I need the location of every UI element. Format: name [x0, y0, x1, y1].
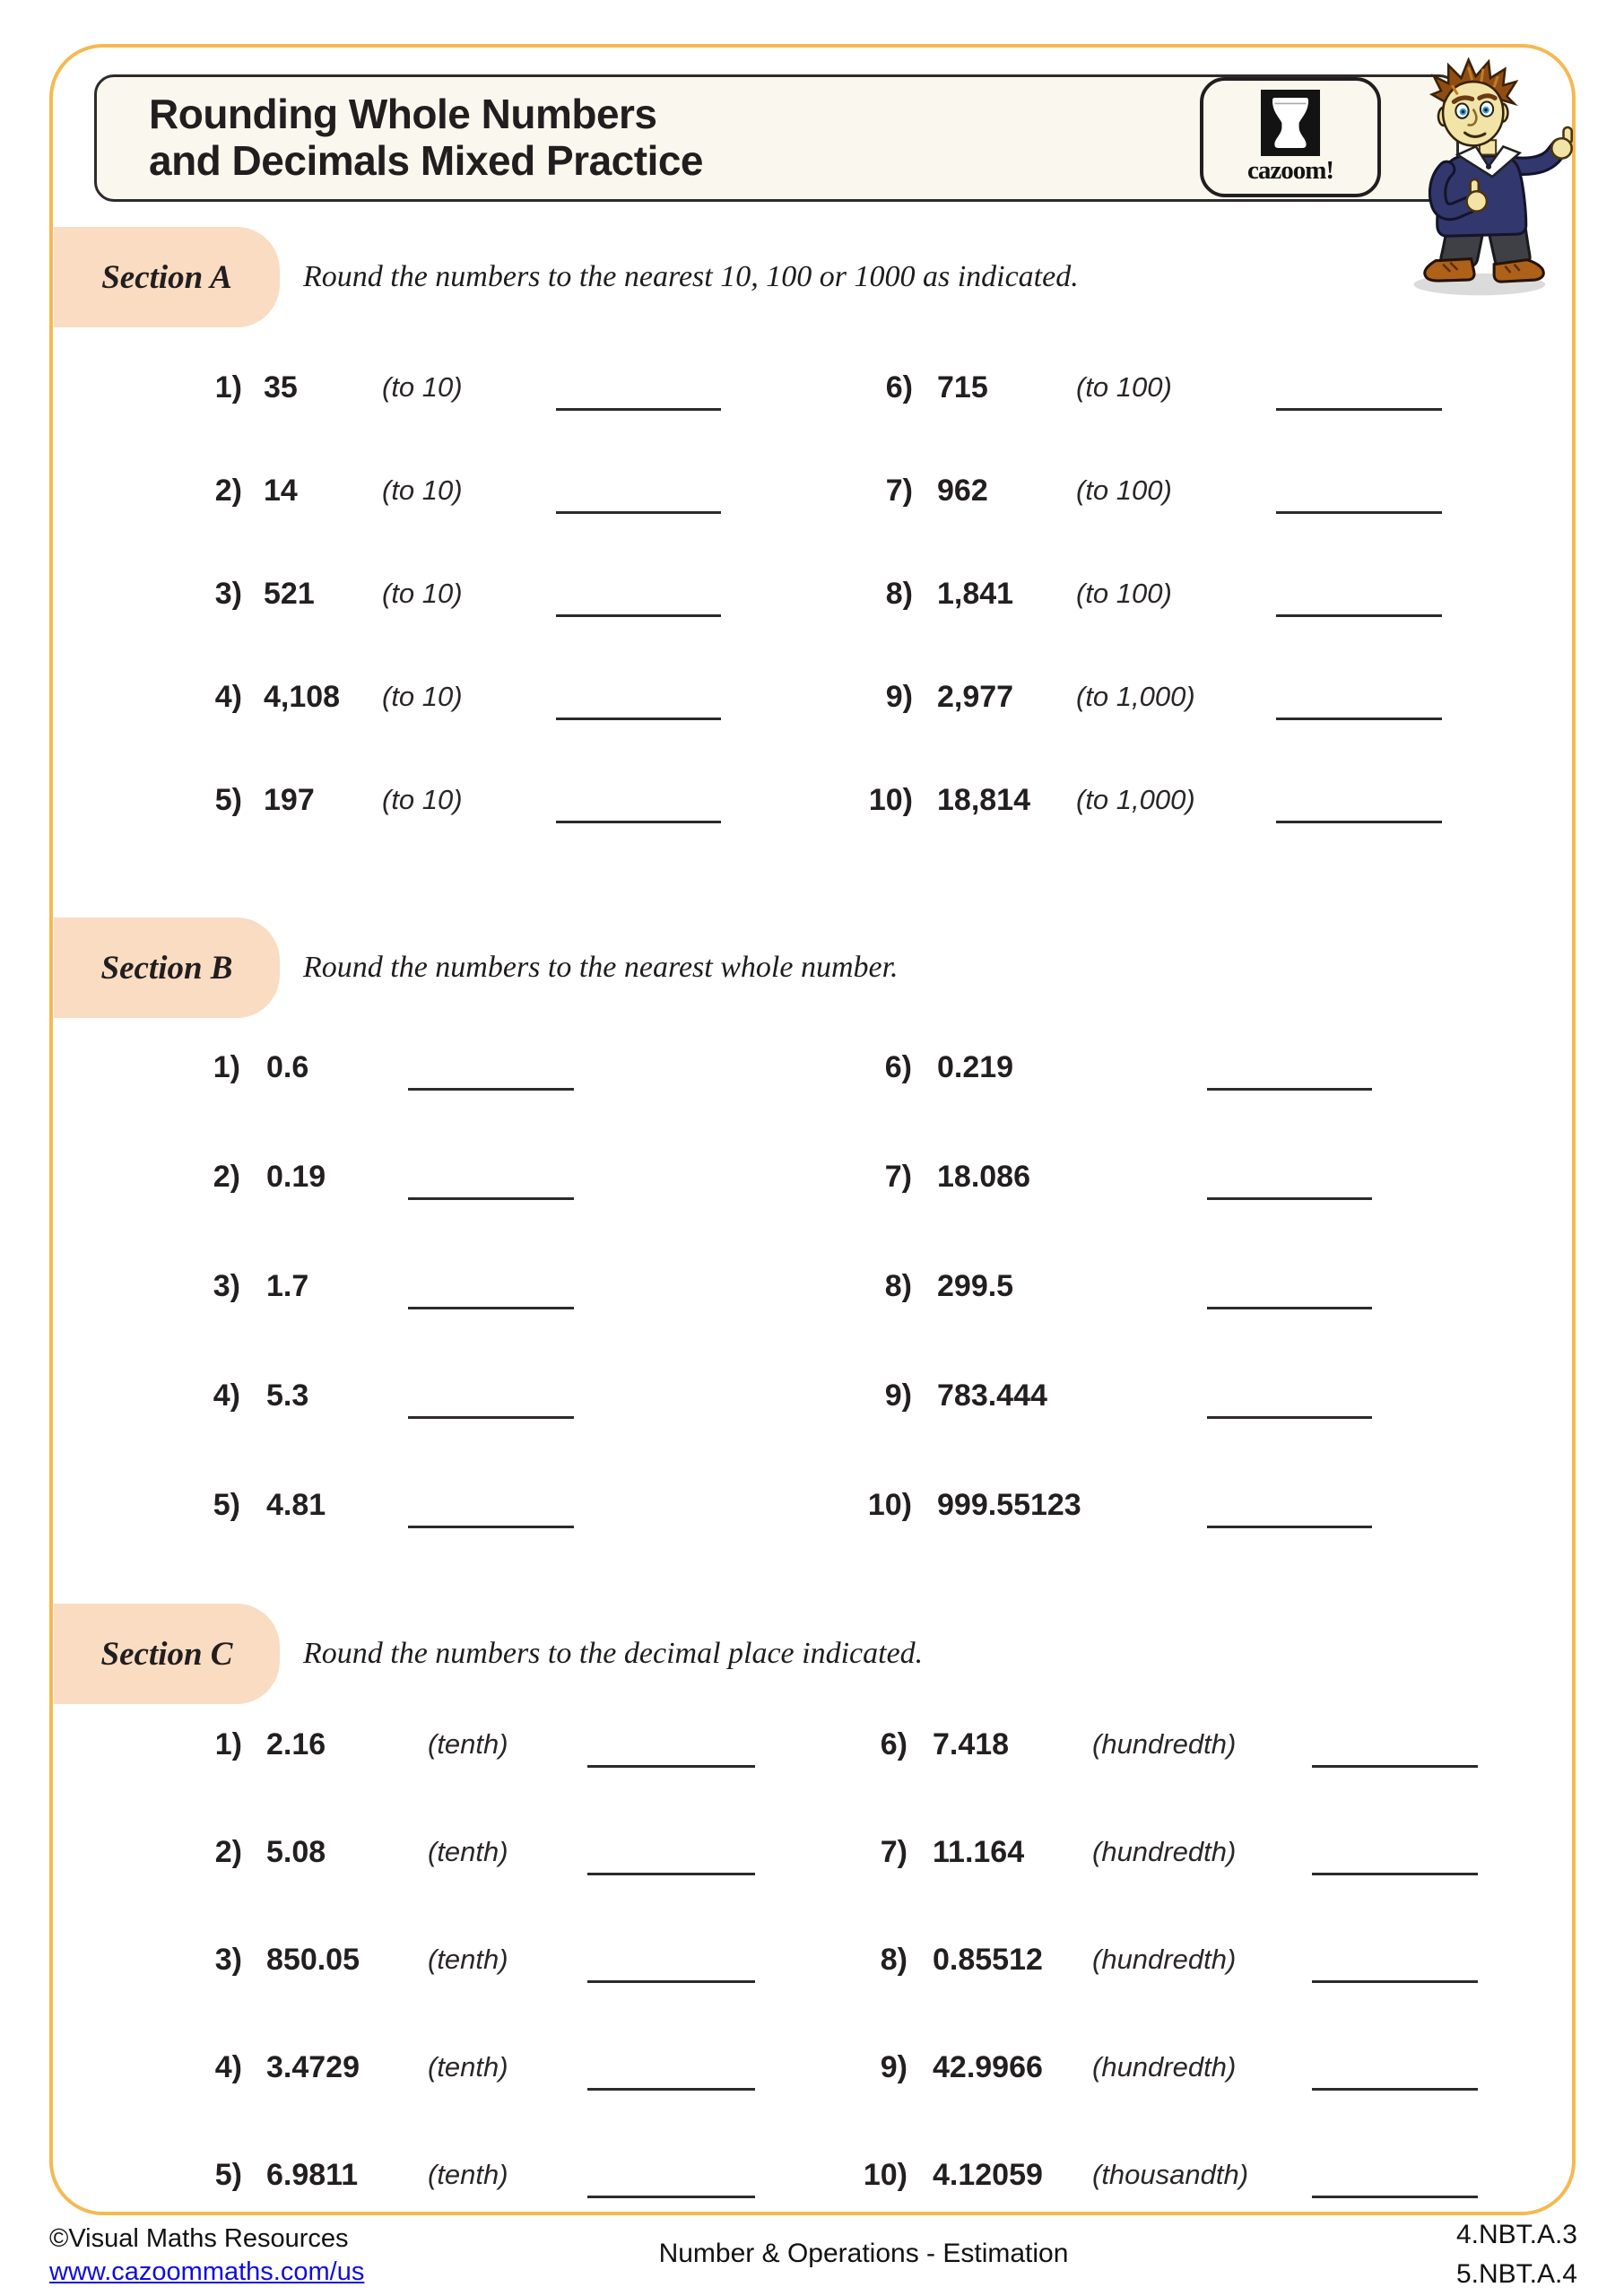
section-a-problems-right: [807, 368, 1442, 883]
problem-row: [807, 574, 1442, 613]
problem-row: [135, 1940, 755, 1979]
problem-hint: (to 1,000): [1076, 681, 1195, 712]
problem-value: 0.6: [266, 1049, 309, 1084]
problem-row: [807, 2048, 1478, 2087]
problem-value: 35: [264, 370, 298, 404]
answer-line: [556, 821, 721, 823]
problem-row: [807, 1048, 1372, 1087]
problem-hint: (tenth): [428, 1836, 508, 1867]
section-b-problems-right: [807, 1048, 1372, 1595]
problem-row: [135, 368, 721, 407]
problem-hint: (to 10): [382, 474, 463, 506]
problem-row: [135, 574, 721, 613]
problem-hint: (hundredth): [1092, 1836, 1237, 1867]
answer-line: [1312, 1980, 1478, 1983]
problem-hint: (tenth): [428, 1728, 508, 1760]
problem-hint: (to 100): [1076, 474, 1172, 506]
answer-line: [587, 1980, 755, 1983]
answer-line: [1276, 821, 1442, 823]
problem-value: 2.16: [266, 1726, 326, 1761]
problem-number: 8): [884, 1268, 912, 1303]
problem-value: 1,841: [937, 576, 1014, 611]
problem-hint: (tenth): [428, 2159, 508, 2190]
answer-line: [556, 511, 721, 514]
problem-number: 7): [880, 1834, 908, 1869]
answer-line: [408, 1197, 574, 1200]
footer-copyright: ©Visual Maths Resources: [49, 2224, 349, 2253]
problem-value: 197: [264, 782, 315, 817]
section-b-instruction: Round the numbers to the nearest whole number.: [303, 951, 899, 984]
answer-line: [1207, 1416, 1372, 1419]
problem-number: 6): [885, 370, 913, 404]
problem-row: [807, 1376, 1372, 1415]
answer-line: [1312, 1765, 1478, 1768]
problem-hint: (to 10): [382, 578, 463, 609]
answer-line: [556, 718, 721, 720]
answer-line: [1276, 718, 1442, 720]
problem-value: 715: [937, 370, 988, 404]
drum-icon: [1261, 90, 1320, 156]
problem-hint: (to 10): [382, 371, 463, 403]
problem-row: [807, 1832, 1478, 1872]
section-c-instruction: Round the numbers to the decimal place indicated.: [303, 1637, 924, 1670]
problem-number: 1): [213, 1049, 240, 1084]
answer-line: [1207, 1526, 1372, 1528]
problem-number: 9): [884, 1378, 912, 1413]
answer-line: [1312, 1873, 1478, 1875]
answer-line: [1207, 1197, 1372, 1200]
problem-number: 4): [214, 679, 242, 714]
problem-value: 521: [264, 576, 315, 611]
footer-standards: [1456, 2215, 1577, 2294]
section-a-problems-left: [135, 368, 721, 883]
problem-value: 18,814: [937, 782, 1030, 817]
section-b-label: Section B: [54, 918, 280, 1018]
problem-number: 5): [214, 2157, 242, 2192]
section-c-label: Section C: [54, 1604, 280, 1704]
problem-value: 6.9811: [266, 2157, 359, 2192]
problem-value: 3.4729: [266, 2049, 360, 2084]
problem-row: [135, 1485, 574, 1525]
problem-number: 4): [214, 2049, 242, 2084]
section-c-problems-left: [135, 1725, 755, 2263]
answer-line: [1207, 1307, 1372, 1309]
problem-row: [807, 368, 1442, 407]
problem-number: 2): [214, 1834, 242, 1869]
problem-hint: (to 100): [1076, 371, 1172, 403]
answer-line: [587, 1765, 755, 1768]
answer-line: [1312, 2196, 1478, 2198]
logo-wordmark: cazoom!: [1246, 155, 1334, 185]
page-title: [149, 91, 703, 185]
answer-line: [587, 2196, 755, 2198]
answer-line: [408, 1526, 574, 1528]
footer-left: [49, 2222, 364, 2289]
problem-value: 0.85512: [933, 1942, 1043, 1977]
answer-line: [408, 1307, 574, 1309]
problem-number: 5): [213, 1487, 240, 1522]
problem-value: 7.418: [933, 1726, 1010, 1761]
problem-number: 1): [214, 1726, 242, 1761]
problem-hint: (hundredth): [1092, 1728, 1237, 1760]
footer-link[interactable]: www.cazoommaths.com/us: [49, 2257, 365, 2286]
problem-row: [135, 1832, 755, 1872]
problem-value: 783.444: [937, 1378, 1047, 1413]
problem-row: [807, 471, 1442, 510]
problem-row: [135, 471, 721, 510]
problem-value: 4,108: [264, 679, 341, 714]
problem-number: 10): [863, 2157, 908, 2192]
problem-number: 2): [214, 473, 242, 508]
answer-line: [1276, 511, 1442, 514]
problem-row: [807, 780, 1442, 820]
problem-hint: (to 100): [1076, 578, 1172, 609]
problem-number: 3): [213, 1268, 240, 1303]
problem-row: [135, 1725, 755, 1764]
problem-value: 5.3: [266, 1378, 309, 1413]
cazoom-logo: [1200, 77, 1381, 197]
problem-value: 0.19: [266, 1159, 326, 1194]
problem-value: 299.5: [937, 1268, 1014, 1303]
problem-row: [135, 2155, 755, 2195]
problem-value: 2,977: [937, 679, 1014, 714]
problem-row: [807, 1157, 1372, 1196]
answer-line: [587, 1873, 755, 1875]
problem-number: 5): [214, 782, 242, 817]
problem-number: 8): [885, 576, 913, 611]
problem-value: 14: [264, 473, 298, 508]
problem-value: 0.219: [937, 1049, 1014, 1084]
footer-topic: Number & Operations - Estimation: [658, 2239, 1069, 2268]
standard-code-2: 5.NBT.A.4: [1455, 2259, 1577, 2289]
problem-number: 6): [884, 1049, 912, 1084]
problem-number: 7): [884, 1159, 912, 1194]
problem-hint: (hundredth): [1092, 2051, 1237, 2083]
problem-value: 962: [937, 473, 988, 508]
problem-hint: (to 10): [382, 784, 463, 815]
problem-value: 999.55123: [937, 1487, 1081, 1522]
problem-hint: (to 10): [382, 681, 463, 712]
answer-line: [408, 1416, 574, 1419]
problem-hint: (to 1,000): [1076, 784, 1195, 815]
problem-hint: (hundredth): [1092, 1944, 1237, 1975]
page-title-line1: Rounding Whole Numbers: [149, 91, 657, 138]
answer-line: [1276, 614, 1442, 617]
answer-line: [556, 614, 721, 617]
mascot-character-illustration: [1388, 54, 1587, 301]
problem-value: 1.7: [266, 1268, 309, 1303]
section-c-problems-right: [807, 1725, 1478, 2263]
problem-row: [807, 1266, 1372, 1306]
problem-value: 11.164: [933, 1834, 1025, 1869]
problem-hint: (thousandth): [1092, 2159, 1249, 2190]
problem-number: 10): [868, 782, 913, 817]
section-a-label: Section A: [54, 227, 280, 327]
page-title-line2: and Decimals Mixed Practice: [149, 137, 704, 184]
problem-row: [135, 1266, 574, 1306]
problem-row: [807, 1485, 1372, 1525]
problem-value: 18.086: [937, 1159, 1030, 1194]
problem-number: 3): [214, 576, 242, 611]
answer-line: [587, 2088, 755, 2091]
problem-value: 4.81: [266, 1487, 326, 1522]
standard-code-1: 4.NBT.A.3: [1455, 2220, 1577, 2249]
problem-number: 1): [214, 370, 242, 404]
problem-number: 6): [880, 1726, 908, 1761]
problem-row: [807, 1940, 1478, 1979]
problem-hint: (tenth): [428, 2051, 508, 2083]
problem-value: 4.12059: [933, 2157, 1043, 2192]
problem-number: 3): [214, 1942, 242, 1977]
problem-row: [135, 2048, 755, 2087]
problem-row: [807, 1725, 1478, 1764]
section-b-problems-left: [135, 1048, 574, 1595]
answer-line: [1276, 408, 1442, 411]
problem-row: [135, 1048, 574, 1087]
answer-line: [556, 408, 721, 411]
problem-row: [135, 780, 721, 820]
problem-row: [135, 1157, 574, 1196]
problem-row: [135, 677, 721, 717]
problem-number: 10): [867, 1487, 912, 1522]
section-a-instruction: Round the numbers to the nearest 10, 100 or 1000 as indicated.: [303, 260, 1079, 293]
problem-number: 2): [213, 1159, 240, 1194]
problem-number: 7): [885, 473, 913, 508]
answer-line: [1312, 2088, 1478, 2091]
problem-row: [807, 677, 1442, 717]
problem-value: 850.05: [266, 1942, 360, 1977]
problem-number: 4): [213, 1378, 240, 1413]
answer-line: [408, 1088, 574, 1091]
problem-hint: (tenth): [428, 1944, 508, 1975]
problem-value: 5.08: [266, 1834, 326, 1869]
answer-line: [1207, 1088, 1372, 1091]
problem-number: 9): [885, 679, 913, 714]
problem-row: [807, 2155, 1478, 2195]
problem-row: [135, 1376, 574, 1415]
problem-number: 8): [880, 1942, 908, 1977]
problem-number: 9): [880, 2049, 908, 2084]
problem-value: 42.9966: [933, 2049, 1043, 2084]
